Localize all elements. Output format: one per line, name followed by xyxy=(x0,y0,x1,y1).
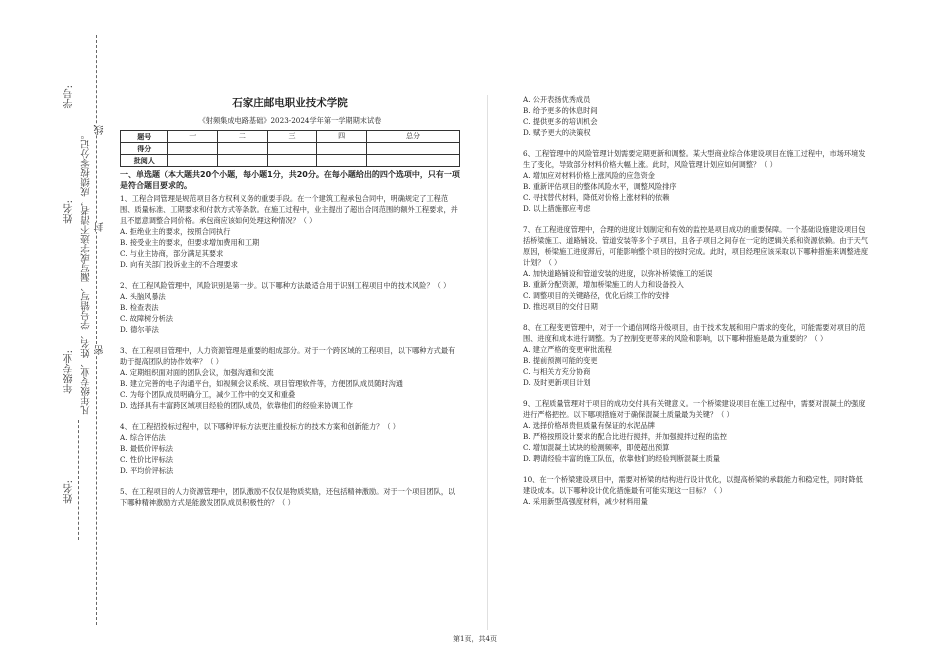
score-header-cell: 三 xyxy=(267,131,317,143)
option: B. 接受业主的要求，但要求增加费用和工期 xyxy=(120,238,260,247)
score-row-label: 批阅人 xyxy=(121,155,168,167)
option: A. 拒绝业主的要求，按照合同执行 xyxy=(120,227,231,236)
question-stem: 7、在工程进度管理中，合理的进度计划制定和有效的监控是项目成功的重要保障。一个基础设施建设项目包括桥梁施工、道路铺设、管道安装等多个子项目，且各子项目之间存在一定的逻辑关系和资源依赖。由于天气原因，桥梁施工进度滞后，可能影响整个项目的按时完成。此时，项目经理应该采取以下哪种措施来调整进度计划？（ ） xyxy=(523,225,869,267)
question-stem: 8、在工程变更管理中，对于一个通信网络升级项目，由于技术发展和用户需求的变化，可能需要对项目的范围、进度和成本进行调整。为了控制变更带来的风险和影响，以下哪种措施是最为重要的？（ ） xyxy=(523,323,866,343)
option: A. 建立严格的变更审批流程 xyxy=(523,345,612,354)
option: D. 推迟项目的交付日期 xyxy=(523,302,598,311)
question-stem: 9、工程质量管理对于项目的成功交付具有关键意义。一个桥梁建设项目在施工过程中，需要对混凝土的强度进行严格把控。以下哪项措施对于确保混凝土质量最为关键？（ ） xyxy=(523,399,866,419)
option: D. 向有关部门投诉业主的不合理要求 xyxy=(120,260,238,269)
question-2 xyxy=(120,280,460,335)
option: D. 赋予更大的决策权 xyxy=(523,128,591,137)
question-6 xyxy=(523,148,868,214)
score-header-cell: 四 xyxy=(317,131,367,143)
option: C. 为每个团队成员明确分工，减少工作中的交叉和重叠 xyxy=(120,390,296,399)
option: A. 增加应对材料价格上涨风险的应急资金 xyxy=(523,171,655,180)
option: C. 提供更多的培训机会 xyxy=(523,117,598,126)
score-table-row xyxy=(121,143,460,155)
option: A. 公开表扬优秀成员 xyxy=(523,95,591,104)
score-table-row xyxy=(121,155,460,167)
question-9 xyxy=(523,398,868,464)
binding-line-right xyxy=(78,420,79,540)
option: C. 增加混凝土试块的检测频率，即使超出预算 xyxy=(523,443,670,452)
seal-mark-xian: 线 xyxy=(95,125,106,135)
option: C. 故障树分析法 xyxy=(120,314,173,323)
option: D. 德尔菲法 xyxy=(120,325,159,334)
score-cell[interactable] xyxy=(317,143,367,155)
option: C. 性价比评标法 xyxy=(120,455,173,464)
option: C. 调整项目的关键路径，优化后续工作的安排 xyxy=(523,291,670,300)
question-10 xyxy=(523,474,868,507)
score-cell[interactable] xyxy=(366,143,459,155)
question-3 xyxy=(120,345,460,411)
score-cell[interactable] xyxy=(366,155,459,167)
score-table-header-row xyxy=(121,131,460,143)
left-column xyxy=(120,90,460,508)
score-cell[interactable] xyxy=(317,155,367,167)
option: C. 与业主协商，部分满足其要求 xyxy=(120,249,224,258)
score-table xyxy=(120,130,460,167)
option: A. 加快道路铺设和管道安装的进度，以弥补桥梁施工的延误 xyxy=(523,269,713,278)
question-4 xyxy=(120,421,460,476)
grade-major-label: 年级专业: xyxy=(64,350,75,394)
school-label: 姓名: xyxy=(64,480,75,504)
score-header-cell: 题号 xyxy=(121,131,168,143)
option: B. 建立完善的电子沟通平台，如视频会议系统、项目管理软件等，方便团队成员随时沟通 xyxy=(120,379,403,388)
option: B. 最低价评标法 xyxy=(120,444,173,453)
score-header-cell: 总分 xyxy=(366,131,459,143)
question-8 xyxy=(523,322,868,388)
score-cell[interactable] xyxy=(168,143,218,155)
option: D. 平均价评标法 xyxy=(120,466,174,475)
option: A. 采用新型高强度材料，减少材料用量 xyxy=(523,497,648,506)
page-number: 第1页，共4页 xyxy=(453,635,497,643)
option: B. 重新评估项目的整体风险水平，调整风险排序 xyxy=(523,182,677,191)
score-cell[interactable] xyxy=(168,155,218,167)
seal-mark-mi: 密 xyxy=(95,345,106,355)
option: D. 聘请经验丰富的施工队伍，依靠他们的经验判断混凝土质量 xyxy=(523,454,720,463)
question-1 xyxy=(120,193,460,270)
score-cell[interactable] xyxy=(267,155,317,167)
score-cell[interactable] xyxy=(218,143,268,155)
score-cell[interactable] xyxy=(218,155,268,167)
binding-line-left xyxy=(96,35,97,625)
question-5-options xyxy=(523,94,868,138)
option: A. 综合评估法 xyxy=(120,433,166,442)
option: C. 与相关方充分协商 xyxy=(523,367,591,376)
score-cell[interactable] xyxy=(267,143,317,155)
option: B. 重新分配资源，增加桥梁施工的人力和设备投入 xyxy=(523,280,684,289)
question-stem: 1、工程合同管理是规范项目各方权利义务的重要手段。在一个建筑工程承包合同中，明确规定了工程范围、质量标准、工期要求和付款方式等条款。在施工过程中，业主提出了超出合同范围的额外工程要求，并且不愿意调整合同价格。承包商应该如何处理这种情况？（ ） xyxy=(120,194,458,225)
score-row-label: 得分 xyxy=(121,143,168,155)
option: B. 检查表法 xyxy=(120,303,159,312)
question-stem: 10、在一个桥梁建设项目中，需要对桥梁的结构进行设计优化，以提高桥梁的承载能力和稳定性，同时降低建设成本。以下哪种设计优化措施最有可能实现这一目标？（ ） xyxy=(523,475,863,495)
name-label: 姓名: xyxy=(64,200,75,224)
column-divider xyxy=(487,95,488,630)
option: A. 定期组织面对面的团队会议，加强沟通和交流 xyxy=(120,368,274,377)
section-heading: 一、单选题（本大题共20个小题，每小题1分，共20分。在每小题给出的四个选项中，只有一项是符合题目要求的。 xyxy=(120,170,460,190)
question-stem: 2、在工程风险管理中，风险识别是第一步。以下哪种方法最适合用于识别工程项目中的技术风险？（ ） xyxy=(120,281,451,290)
option: D. 以上措施都应考虑 xyxy=(523,204,591,213)
option: B. 严格按照设计要求的配合比进行搅拌，并加强搅拌过程的监控 xyxy=(523,432,727,441)
option: A. 选择价格昂贵但质量有保证的水泥品牌 xyxy=(523,421,655,430)
exam-subtitle: 《射频集成电路基础》2023-2024学年第一学期期末试卷 xyxy=(198,116,382,125)
question-stem: 5、在工程项目的人力资源管理中，团队激励不仅仅是物质奖励，还包括精神激励。对于一个项目团队，以下哪种精神激励方式是能激发团队成员积极性的？（ ） xyxy=(120,487,456,507)
question-7 xyxy=(523,224,868,312)
student-no-label: 学号: xyxy=(64,85,75,109)
option: D. 选择具有丰富跨区域项目经验的团队成员，依靠他们的经验来协调工作 xyxy=(120,401,353,410)
right-column xyxy=(523,94,868,507)
option: C. 寻找替代材料，降低对价格上涨材料的依赖 xyxy=(523,193,670,202)
question-stem: 6、工程管理中的风险管理计划需要定期更新和调整。某大型商业综合体建设项目在施工过程中，市场环境发生了变化，导致部分材料价格大幅上涨。此时，风险管理计划应如何调整？（ ） xyxy=(523,149,866,169)
score-header-cell: 二 xyxy=(218,131,268,143)
question-5 xyxy=(120,486,460,508)
question-stem: 3、在工程项目管理中，人力资源管理是重要的组成部分。对于一个跨区域的工程项目，以下哪种方式最有助于提高团队的协作效率？（ ） xyxy=(120,346,456,366)
score-header-cell: 一 xyxy=(168,131,218,143)
school-title: 石家庄邮电职业技术学院 xyxy=(232,97,348,109)
option: A. 头脑风暴法 xyxy=(120,292,166,301)
option: B. 给予更多的休息时间 xyxy=(523,106,598,115)
seal-mark-feng: 封 xyxy=(95,222,106,232)
question-stem: 4、在工程招投标过程中，以下哪种评标方法更注重投标方的技术方案和创新能力？（ ） xyxy=(120,422,400,431)
option: D. 及时更新项目计划 xyxy=(523,378,591,387)
binding-warning: 凡年级专业、姓名、学号错写、漏写或字迹不清者，成绩按零分记。 xyxy=(81,130,92,415)
option: B. 提前预测可能的变更 xyxy=(523,356,598,365)
